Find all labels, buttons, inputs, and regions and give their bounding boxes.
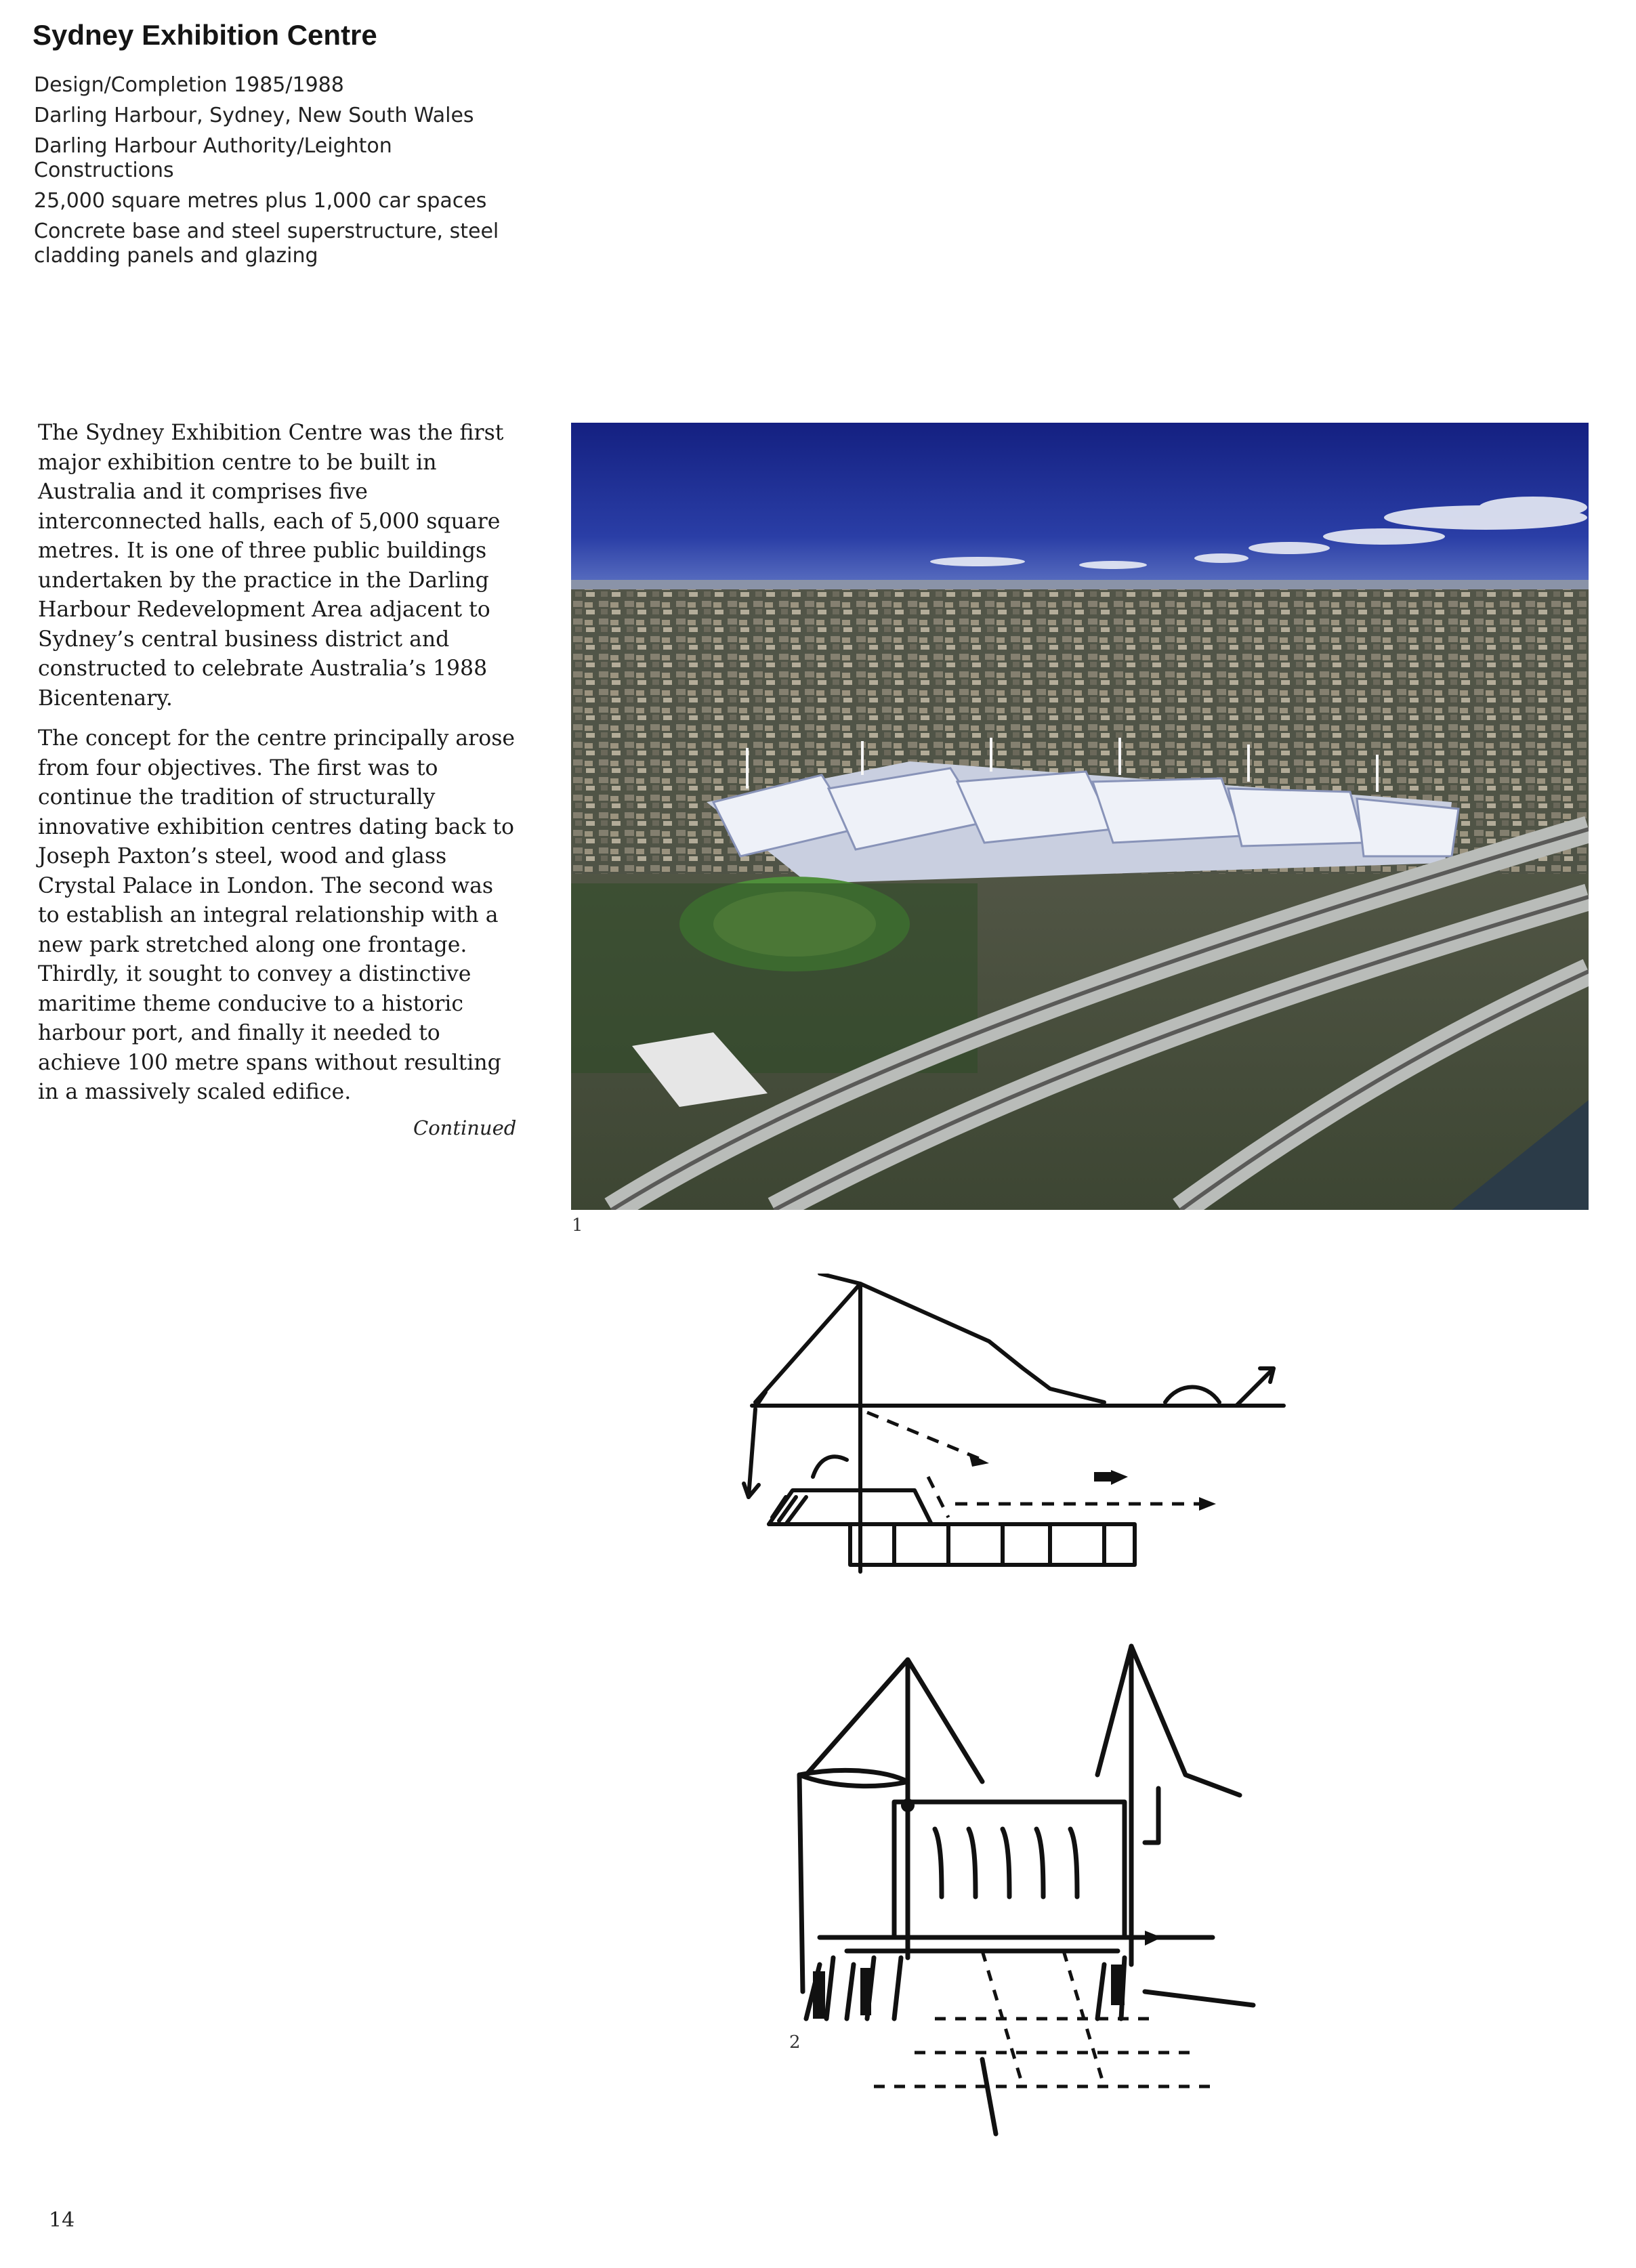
spec-area: 25,000 square metres plus 1,000 car spaces <box>34 189 487 213</box>
spec-design-completion: Design/Completion 1985/1988 <box>34 73 344 97</box>
section-sketch <box>732 1274 1301 1585</box>
aerial-photo <box>571 423 1589 1210</box>
figure-2-caption: 2 <box>789 2032 801 2053</box>
body-paragraph: The Sydney Exhibition Centre was the first major exhibition centre to be built in Australia and it comprises five interconnected halls, each of 5,000 square metres. It is one of three public buildings undertaken by the practice in the Darling Harbour Redevelopment Area adjacent to Sydney’s central business district and constructed to celebrate Australia’s 1988 Bicentenary. <box>38 421 504 711</box>
spec-materials: Concrete base and steel superstructure, steel cladding panels and glazing <box>34 219 499 268</box>
perspective-sketch <box>779 1639 1307 2141</box>
body-text <box>38 419 520 1118</box>
figure-1-caption: 1 <box>572 1215 583 1236</box>
page-number: 14 <box>49 2208 75 2232</box>
spec-client: Darling Harbour Authority/Leighton Constructions <box>34 134 392 182</box>
spec-location: Darling Harbour, Sydney, New South Wales <box>34 104 474 127</box>
body-paragraph: The concept for the centre principally arose from four objectives. The first was to continue the tradition of structurally innovative exhibition centres dating back to Joseph Paxton’s steel, wood and glass Crystal Palace in London. The second was to establish an integral relationship with a new park stretched along one frontage. Thirdly, it sought to convey a distinctive maritime theme conducive to a historic harbour port, and finally it needed to achieve 100 metre spans without resulting in a massively scaled edifice. <box>38 726 516 1104</box>
page-title: Sydney Exhibition Centre <box>33 19 377 51</box>
continued-label: Continued <box>413 1116 517 1139</box>
project-specs <box>34 73 522 274</box>
